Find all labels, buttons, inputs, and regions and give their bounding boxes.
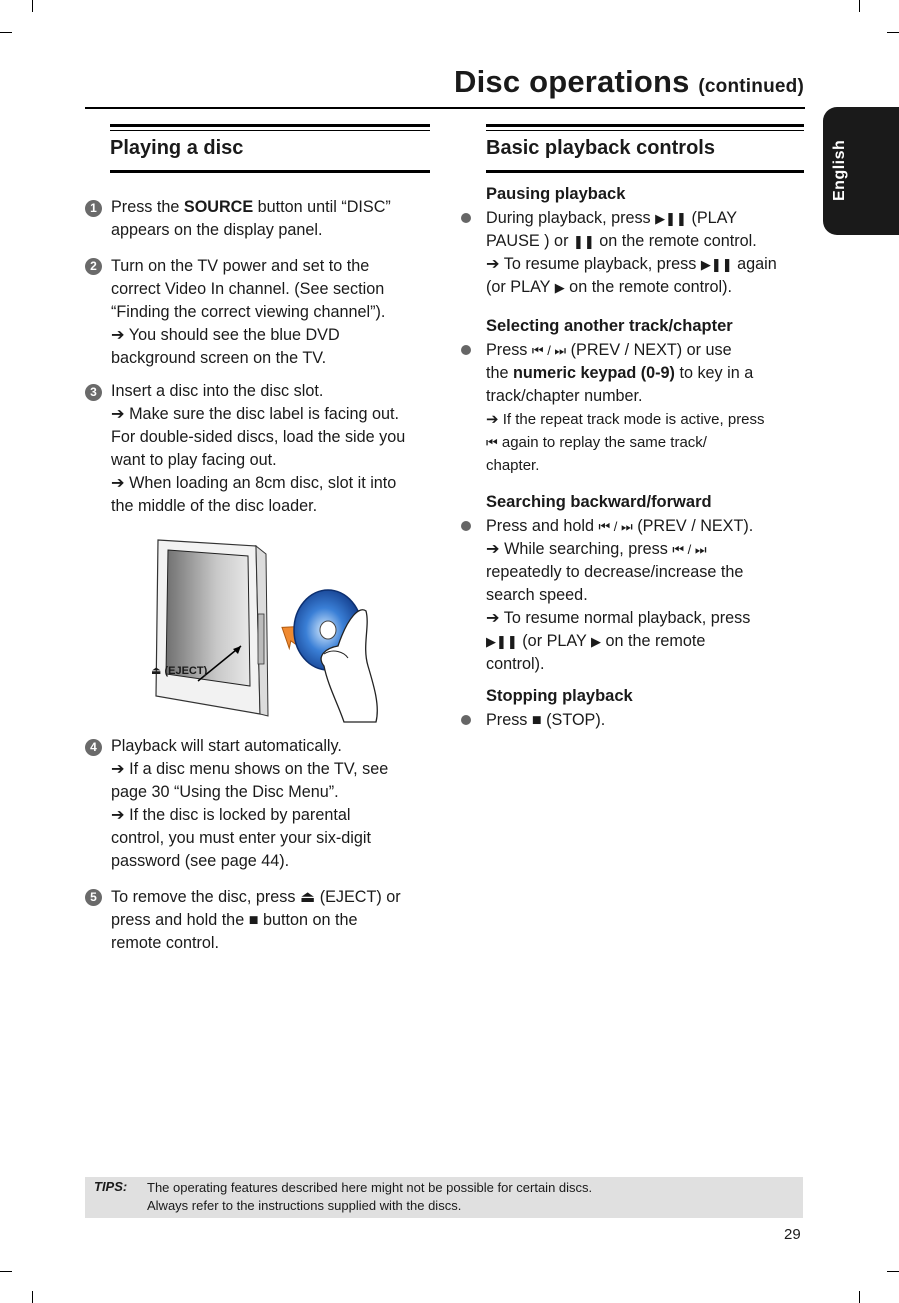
tips-box xyxy=(85,1177,803,1218)
section-title-basic: Basic playback controls xyxy=(486,137,715,159)
select-text: Press ⏮ / ⏭ (PREV / NEXT) or use the numeric keypad (0-9) to key in a track/chapter number. ➔ If the repeat track mode is active, press ⏮ again to replay the same track/ chapter. xyxy=(486,341,765,474)
prev-next-icon: ⏮ / ⏭ xyxy=(598,519,633,534)
step-4-text: Playback will start automatically. ➔ If a disc menu shows on the TV, see page 30 “Using the Disc Menu”. ➔ If the disc is locked by parental control, you must enter your six-digit password (see page 44). xyxy=(111,737,389,870)
stop-text: Press ■ (STOP). xyxy=(486,711,606,729)
stop-icon: ■ xyxy=(531,711,542,729)
arrow-icon: ➔ xyxy=(111,474,125,492)
language-tab: English xyxy=(823,107,899,235)
play-icon: ▶ xyxy=(554,280,565,295)
section-rule xyxy=(110,124,430,127)
section-rule xyxy=(110,130,430,131)
arrow-icon: ➔ xyxy=(111,760,125,778)
heading-selecting: Selecting another track/chapter xyxy=(486,317,733,335)
stop-icon: ■ xyxy=(248,911,259,929)
page-title: Disc operations (continued) xyxy=(453,64,804,99)
arrow-icon: ➔ xyxy=(486,609,500,627)
step-number: 5 xyxy=(85,889,102,906)
step-3-text: Insert a disc into the disc slot. ➔ Make sure the disc label is facing out. For double-sided discs, load the side you want to play facing out. ➔ When loading an 8cm disc, slot it into the middle of the disc loader. xyxy=(111,382,406,515)
bullet xyxy=(461,521,471,531)
prev-icon: ⏮ xyxy=(486,435,498,450)
heading-pausing: Pausing playback xyxy=(486,185,626,203)
tips-line: The operating features described here might not be possible for certain discs. xyxy=(147,1180,593,1195)
section-rule xyxy=(486,130,804,131)
disc-loading-illustration xyxy=(148,536,390,724)
step-number: 2 xyxy=(85,258,102,275)
step-number: 1 xyxy=(85,200,102,217)
page-number: 29 xyxy=(784,1226,801,1243)
eject-icon: ⏏ xyxy=(299,888,316,906)
tips-line: Always refer to the instructions supplied with the discs. xyxy=(147,1198,462,1213)
prev-next-icon: ⏮ / ⏭ xyxy=(672,542,707,557)
heading-searching: Searching backward/forward xyxy=(486,493,712,511)
crop-mark xyxy=(887,32,899,33)
arrow-icon: ➔ xyxy=(111,405,125,423)
step-1-text: Press the SOURCE button until “DISC” appears on the display panel. xyxy=(111,198,391,239)
prev-next-icon: ⏮ / ⏭ xyxy=(531,343,567,358)
pause-text: During playback, press ▶❚❚ (PLAY PAUSE ) or ❚❚ on the remote control. ➔ To resume playback, press ▶❚❚ again (or PLAY ▶ on the remote control). xyxy=(486,209,777,296)
play-pause-icon: ▶❚❚ xyxy=(700,257,733,272)
arrow-icon: ➔ xyxy=(111,326,125,344)
crop-mark xyxy=(859,1291,860,1303)
arrow-icon: ➔ xyxy=(486,540,500,558)
crop-mark xyxy=(0,1271,12,1272)
crop-mark xyxy=(887,1271,899,1272)
arrow-icon: ➔ xyxy=(111,806,125,824)
section-title-playing: Playing a disc xyxy=(110,137,244,159)
step-5-text: To remove the disc, press ⏏ (EJECT) or press and hold the ■ button on the remote control. xyxy=(111,888,401,952)
eject-icon: ⏏ xyxy=(151,665,162,677)
pause-icon: ❚❚ xyxy=(572,234,595,249)
heading-stopping: Stopping playback xyxy=(486,687,633,705)
bullet xyxy=(461,345,471,355)
crop-mark xyxy=(32,1291,33,1303)
bullet xyxy=(461,213,471,223)
eject-label: ⏏ (EJECT) xyxy=(151,665,208,677)
play-icon: ▶ xyxy=(590,634,601,649)
section-rule xyxy=(486,170,804,173)
section-rule xyxy=(486,124,804,127)
step-number: 4 xyxy=(85,739,102,756)
section-rule xyxy=(110,170,430,173)
play-pause-icon: ▶❚❚ xyxy=(655,211,687,226)
crop-mark xyxy=(859,0,860,12)
search-text: Press and hold ⏮ / ⏭ (PREV / NEXT). ➔ While searching, press ⏮ / ⏭ repeatedly to decrease/increase the search speed. ➔ To resume normal playback, press ▶❚❚ (or PLAY ▶ on the remote control). xyxy=(486,517,754,673)
play-pause-icon: ▶❚❚ xyxy=(486,634,518,649)
crop-mark xyxy=(32,0,33,12)
bullet xyxy=(461,715,471,725)
arrow-icon: ➔ xyxy=(486,255,500,273)
crop-mark xyxy=(0,32,12,33)
step-2-text: Turn on the TV power and set to the correct Video In channel. (See section “Finding the correct viewing channel”). ➔ You should see the blue DVD background screen on the TV. xyxy=(111,257,386,367)
header-rule xyxy=(85,107,805,109)
arrow-icon: ➔ xyxy=(486,411,499,428)
tips-label: TIPS: xyxy=(94,1179,128,1194)
step-number: 3 xyxy=(85,384,102,401)
